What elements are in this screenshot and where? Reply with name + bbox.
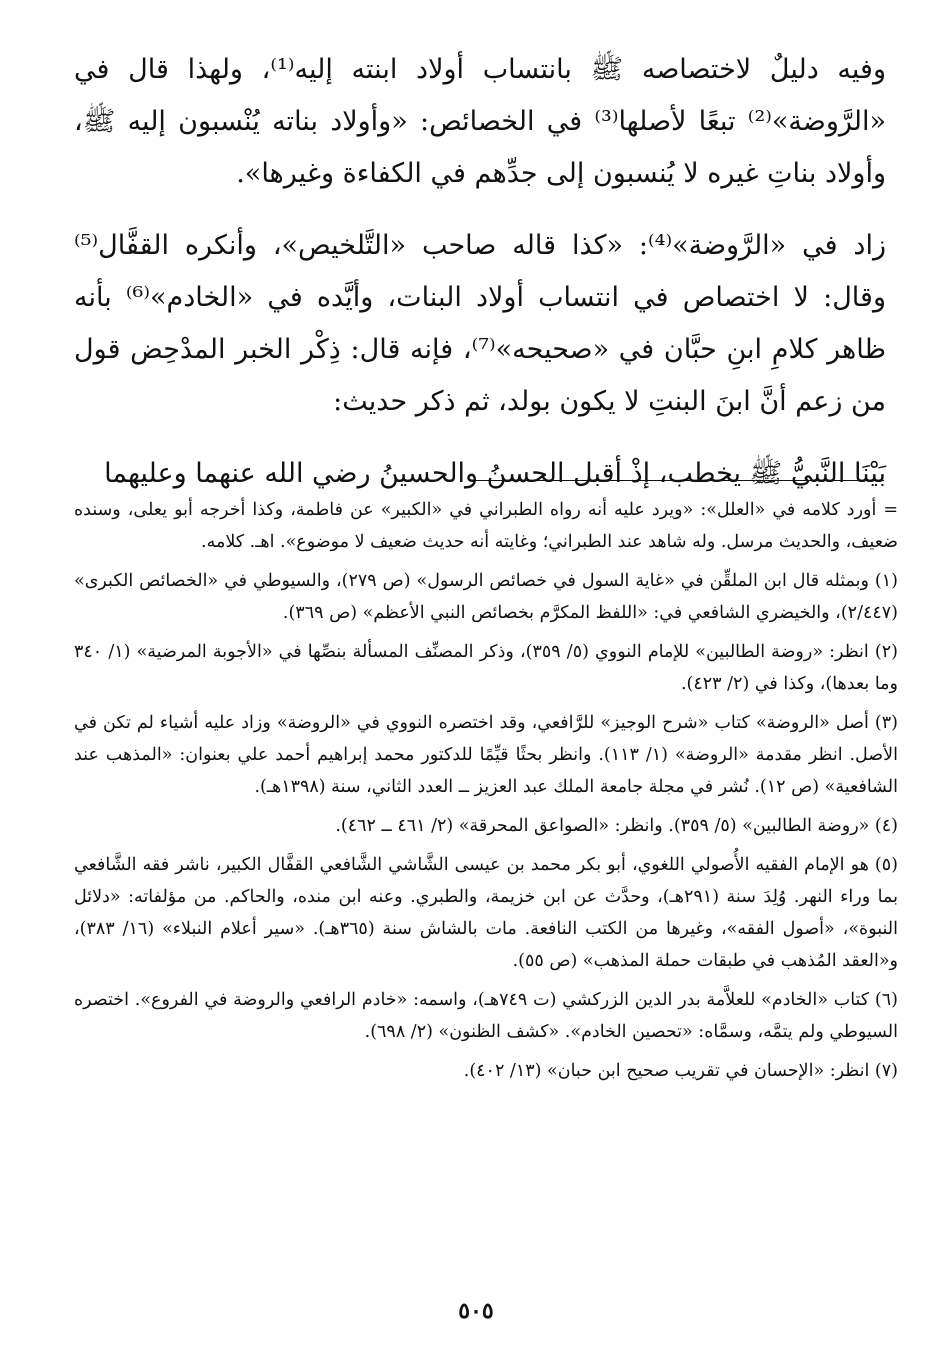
- main-paragraph: زاد في «الرَّوضة»⁽⁴⁾: «كذا قاله صاحب «التَّلخيص»، وأنكره القفَّال⁽⁵⁾ وقال: لا اختصاص في انتساب أولاد البنات، وأيَّده في «الخادم»⁽⁶⁾ بأنه ظاهر كلامِ ابنِ حبَّان في «صحيحه»⁽⁷⁾، فإنه قال: ذِكْر الخبر المدْحِض قول من زعم أنَّ ابنَ البنتِ لا يكون بولد، ثم ذكر حديث:: [74, 230, 886, 417]
- footnote-1: (١) وبمثله قال ابن الملقِّن في «غاية السول في خصائص الرسول» (ص ٢٧٩)، والسيوطي في «الخصائص الكبرى» (٢/٤٤٧)، والخيضري الشافعي في: «اللفظ المكرَّم بخصائص النبي الأعظم» (ص ٣٦٩).: [74, 571, 898, 623]
- footnote-2: (٢) انظر: «روضة الطالبين» للإمام النووي (٥/ ٣٥٩)، وذكر المصنِّف المسألة بنصِّها في «الأجوبة المرضية» (١/ ٣٤٠ وما بعدها)، وكذا في (٢/ ٤٢٣).: [74, 642, 898, 694]
- footnote-separator: [474, 480, 884, 481]
- main-paragraph: بَيْنَا النَّبيُّ ﷺ يخطب، إذْ أقبل الحسنُ والحسينُ رضي الله عنهما وعليهما: [104, 458, 886, 489]
- page-number: ٥٠٥: [458, 1298, 494, 1324]
- footnote-5: (٥) هو الإمام الفقيه الأُصولي اللغوي، أبو بكر محمد بن عيسى الشَّاشي الشَّافعي القفَّال الكبير، ناشر فقه الشَّافعي بما وراء النهر. وُلِدَ سنة (٢٩١هـ)، وحدَّث عن ابن خزيمة، والطبري. وعنه ابن منده، والحاكم. من مؤلفاته: «دلائل النبوة»، «أصول الفقه»، وغيرها من الكتب النافعة. مات بالشاش سنة (٣٦٥هـ). «سير أعلام النبلاء» (١٦/ ٣٨٣)، و«العقد المُذهب في طبقات حملة المذهب» (ص ٥٥).: [74, 855, 898, 971]
- footnote-7: (٧) انظر: «الإحسان في تقريب صحيح ابن حبان» (١٣/ ٤٠٢).: [463, 1061, 898, 1081]
- footnote-3: (٣) أصل «الروضة» كتاب «شرح الوجيز» للرَّافعي، وقد اختصره النووي في «الروضة» وزاد عليه أشياء لم تكن في الأصل. انظر مقدمة «الروضة» (١/ ١١٣). وانظر بحثًا قيِّمًا للدكتور محمد إبراهيم أحمد علي بعنوان: «المذهب عند الشافعية» (ص ١٢). نُشر في مجلة جامعة الملك عبد العزيز ــ العدد الثاني، سنة (١٣٩٨هـ).: [74, 713, 898, 797]
- footnote-4: (٤) «روضة الطالبين» (٥/ ٣٥٩). وانظر: «الصواعق المحرقة» (٢/ ٤٦١ ــ ٤٦٢).: [335, 816, 898, 836]
- main-paragraph: وفيه دليلٌ لاختصاصه ﷺ بانتساب أولاد ابنته إليه⁽¹⁾، ولهذا قال في «الرَّوضة»⁽²⁾ تبعًا لأصلها⁽³⁾ في الخصائص: «وأولاد بناته يُنْسبون إليه ﷺ، وأولاد بناتِ غيره لا يُنسبون إلى جدِّهم في الكفاءة وغيرها».: [74, 54, 887, 189]
- main-text: [74, 44, 886, 514]
- footnote-continuation: = أورد كلامه في «العلل»: «ويرد عليه أنه رواه الطبراني في «الكبير» عن فاطمة، وكذا أخرجه أبو يعلى، وسنده ضعيف، والحديث مرسل. وله شاهد عند الطبراني؛ وغايته أنه حديث ضعيف لا موضوع». اهـ. كلامه.: [74, 500, 898, 552]
- footnote-6: (٦) كتاب «الخادم» للعلاَّمة بدر الدين الزركشي (ت ٧٤٩هـ)، واسمه: «خادم الرافعي والروضة في الفروع». اختصره السيوطي ولم يتمَّه، وسمَّاه: «تحصين الخادم». «كشف الظنون» (٢/ ٦٩٨).: [74, 990, 898, 1042]
- footnotes: [74, 494, 898, 1094]
